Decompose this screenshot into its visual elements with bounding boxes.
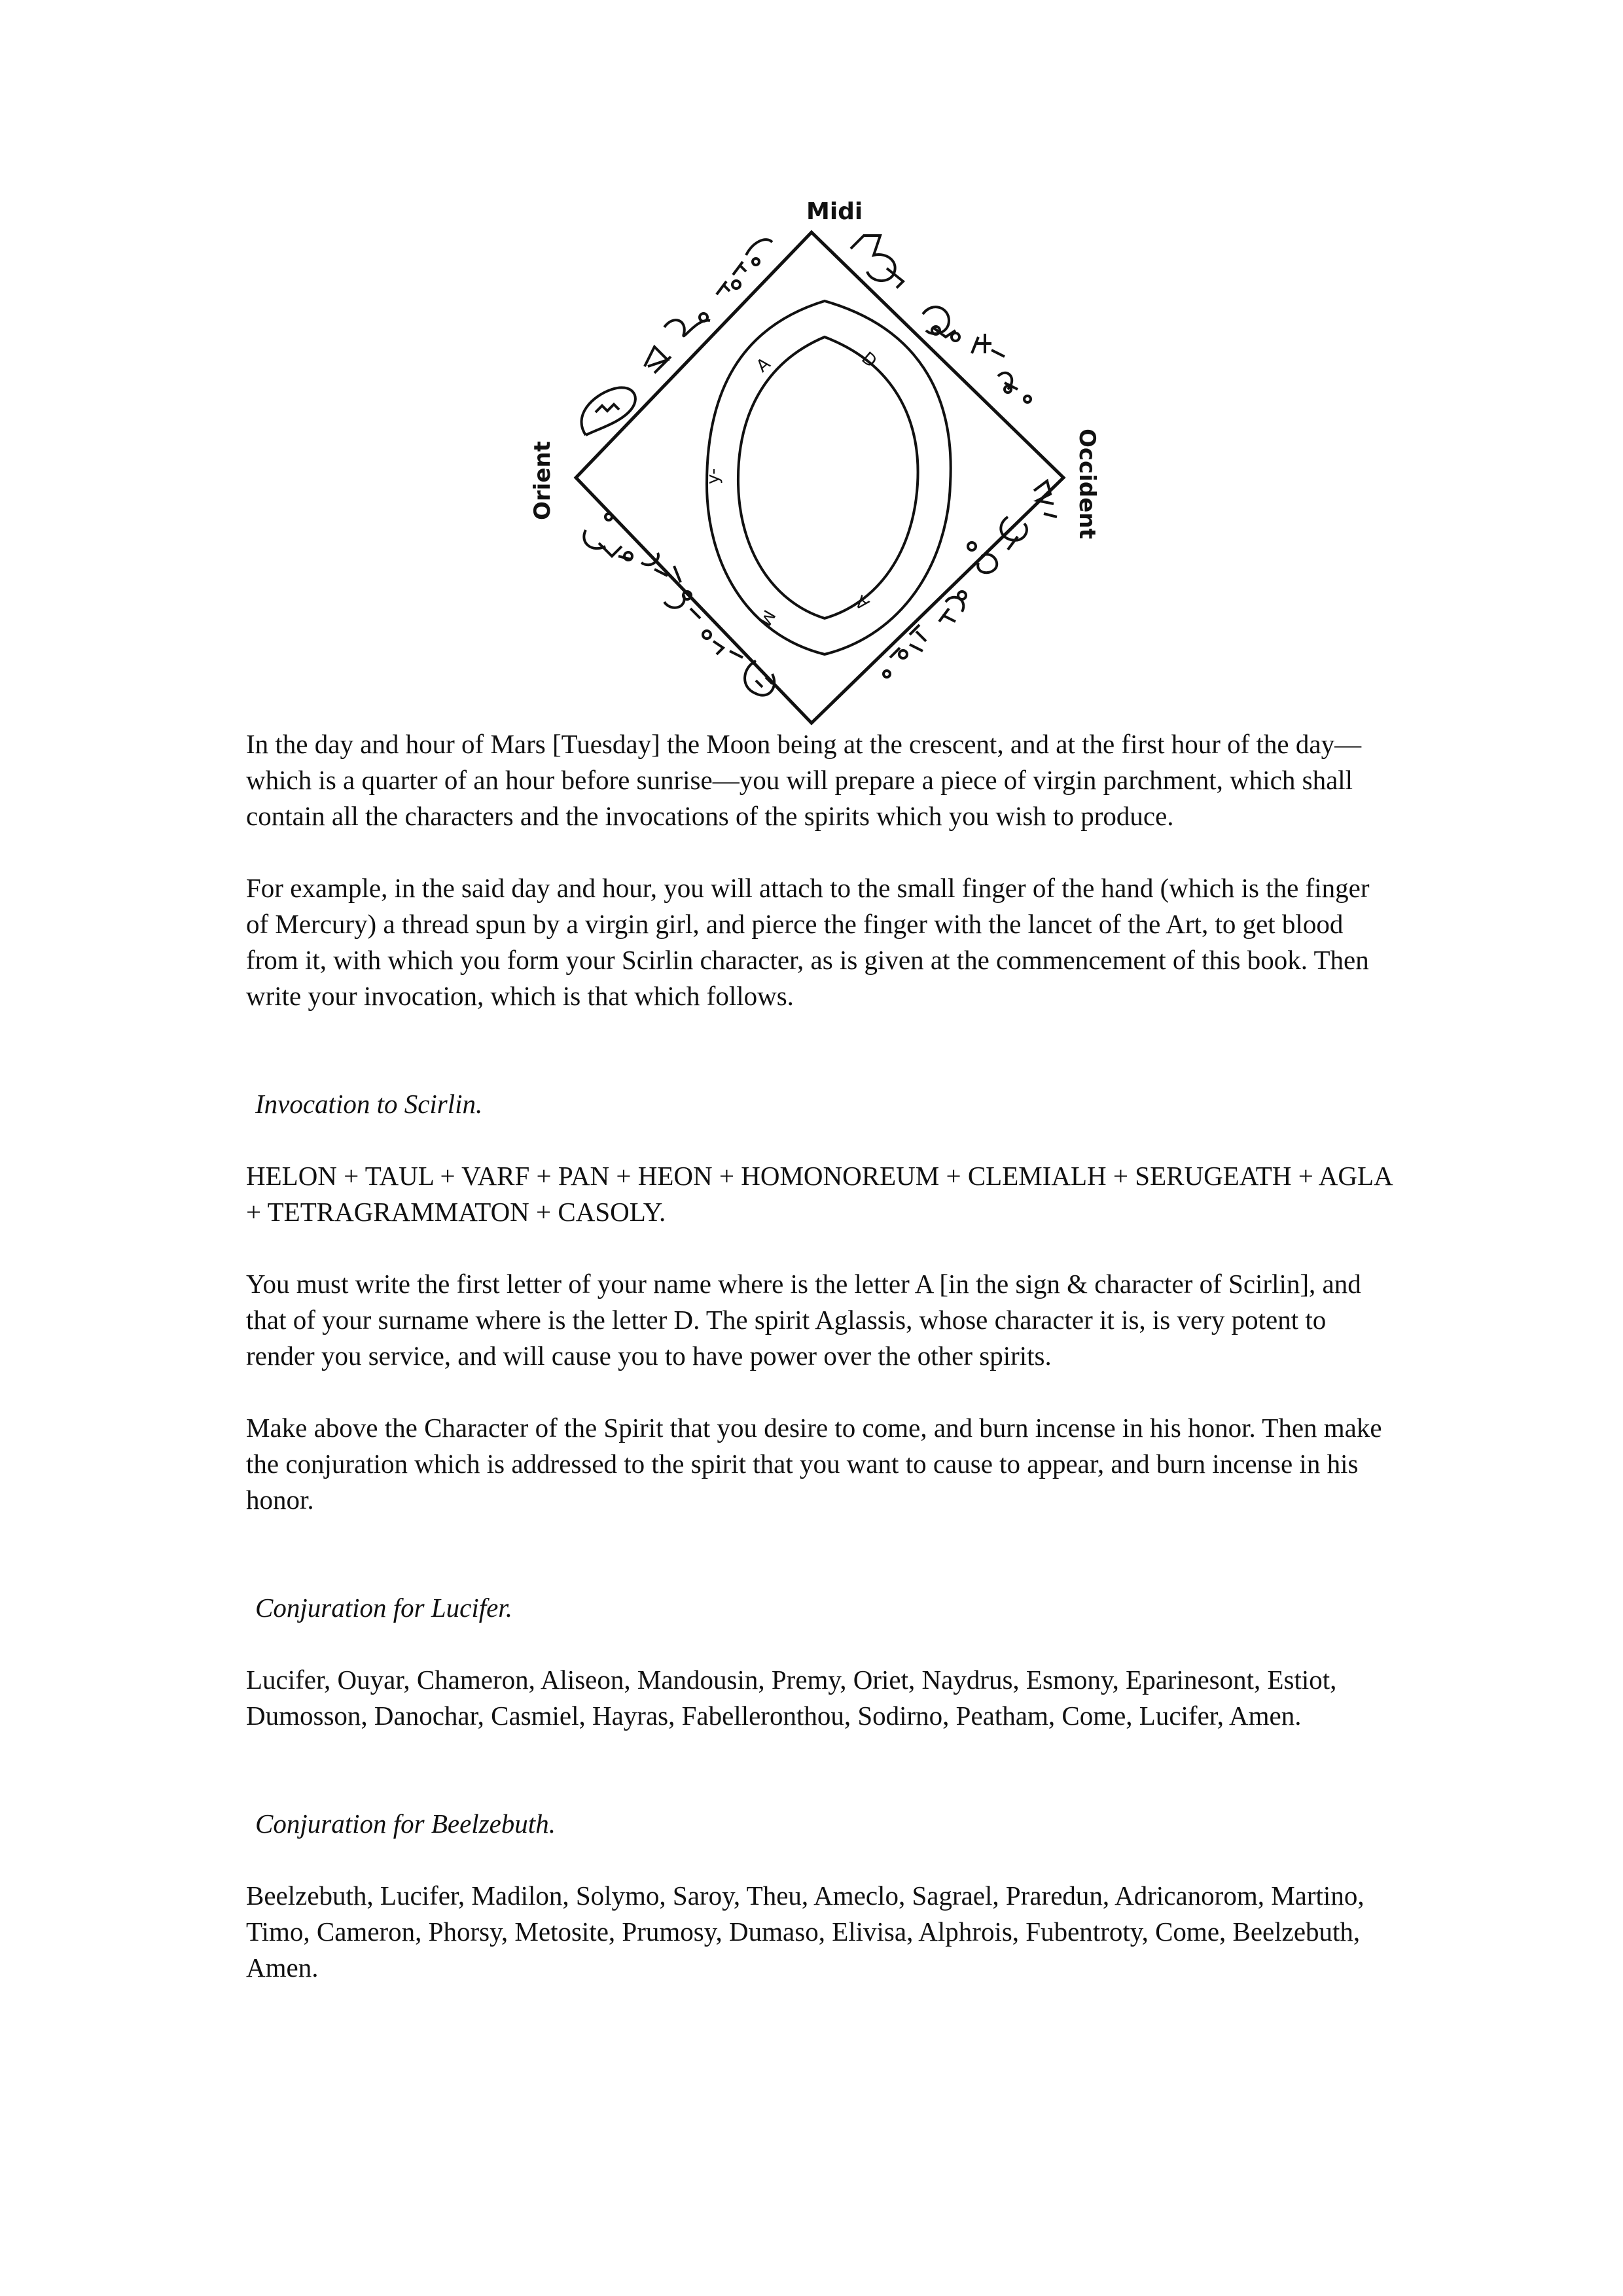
letter-m: M xyxy=(754,606,779,629)
letter-a-bottom: A xyxy=(851,591,874,614)
label-orient: Orient xyxy=(529,441,556,520)
paragraph-example: For example, in the said day and hour, you will attach to the small finger of the hand (which is the finger of Mercury) a thread spun by a virgin girl, and pierce the finger with the lancet of the Art, to get blood from it, with which you form your Scirlin character, as is given at the commencement of this book. Then write your invocation, which is that which follows. xyxy=(246,873,1370,1011)
sigil-upper-left xyxy=(582,239,775,435)
paragraph-lucifer: Lucifer, Ouyar, Chameron, Aliseon, Mandousin, Premy, Oriet, Naydrus, Esmony, Eparinesont, Estiot, Dumosson, Danochar, Casmiel, Hayras, Fabelleronthou, Sodirno, Peatham, Come, Lucifer, Amen. xyxy=(246,1665,1337,1731)
label-midi: Midi xyxy=(806,198,863,225)
letter-y: y- xyxy=(704,468,723,484)
body-text xyxy=(246,726,1398,1986)
paragraph-first-letter: You must write the first letter of your name where is the letter A [in the sign & character of Scirlin], and that of your surname where is the letter D. The spirit Aglassis, whose character it is, is very potent to render you service, and will cause you to have power over the other spirits. xyxy=(246,1269,1361,1371)
sigil-upper-right xyxy=(851,236,1031,402)
label-occident: Occident xyxy=(1074,429,1100,539)
outer-vesica xyxy=(707,301,951,654)
paragraph-make-above: Make above the Character of the Spirit that you desire to come, and burn incense in his honor. Then make the conjuration which is addressed to the spirit that you want to cause to appear, and burn incense in his honor. xyxy=(246,1413,1382,1515)
inner-vesica xyxy=(738,337,918,618)
heading-conjuration-lucifer: Conjuration for Lucifer. xyxy=(255,1593,512,1623)
paragraph-invocation-words: HELON + TAUL + VARF + PAN + HEON + HOMONOREUM + CLEMIALH + SERUGEATH + AGLA + TETRAGRAMMATON + CASOLY. xyxy=(246,1161,1392,1227)
diagram-svg xyxy=(510,177,1113,739)
paragraph-mars: In the day and hour of Mars [Tuesday] the Moon being at the crescent, and at the first hour of the day—which is a quarter of an hour before sunrise—you will prepare a piece of virgin parchment, which shall contain all the characters and the invocations of the spirits which you wish to produce. xyxy=(246,729,1362,831)
letter-a-top: A xyxy=(753,353,775,377)
diamond-frame xyxy=(576,232,1063,723)
paragraph-beelzebuth: Beelzebuth, Lucifer, Madilon, Solymo, Saroy, Theu, Ameclo, Sagrael, Praredun, Adricanorom, Martino, Timo, Cameron, Phorsy, Metosite, Prumosy, Dumaso, Elivisa, Alphrois, Fubentroty, Come, Beelzebuth, Amen. xyxy=(246,1881,1364,1983)
heading-conjuration-beelzebuth: Conjuration for Beelzebuth. xyxy=(255,1809,556,1839)
scirlin-character-diagram xyxy=(510,177,1113,739)
letter-d: D xyxy=(857,348,881,372)
heading-invocation-scirlin: Invocation to Scirlin. xyxy=(255,1089,483,1119)
